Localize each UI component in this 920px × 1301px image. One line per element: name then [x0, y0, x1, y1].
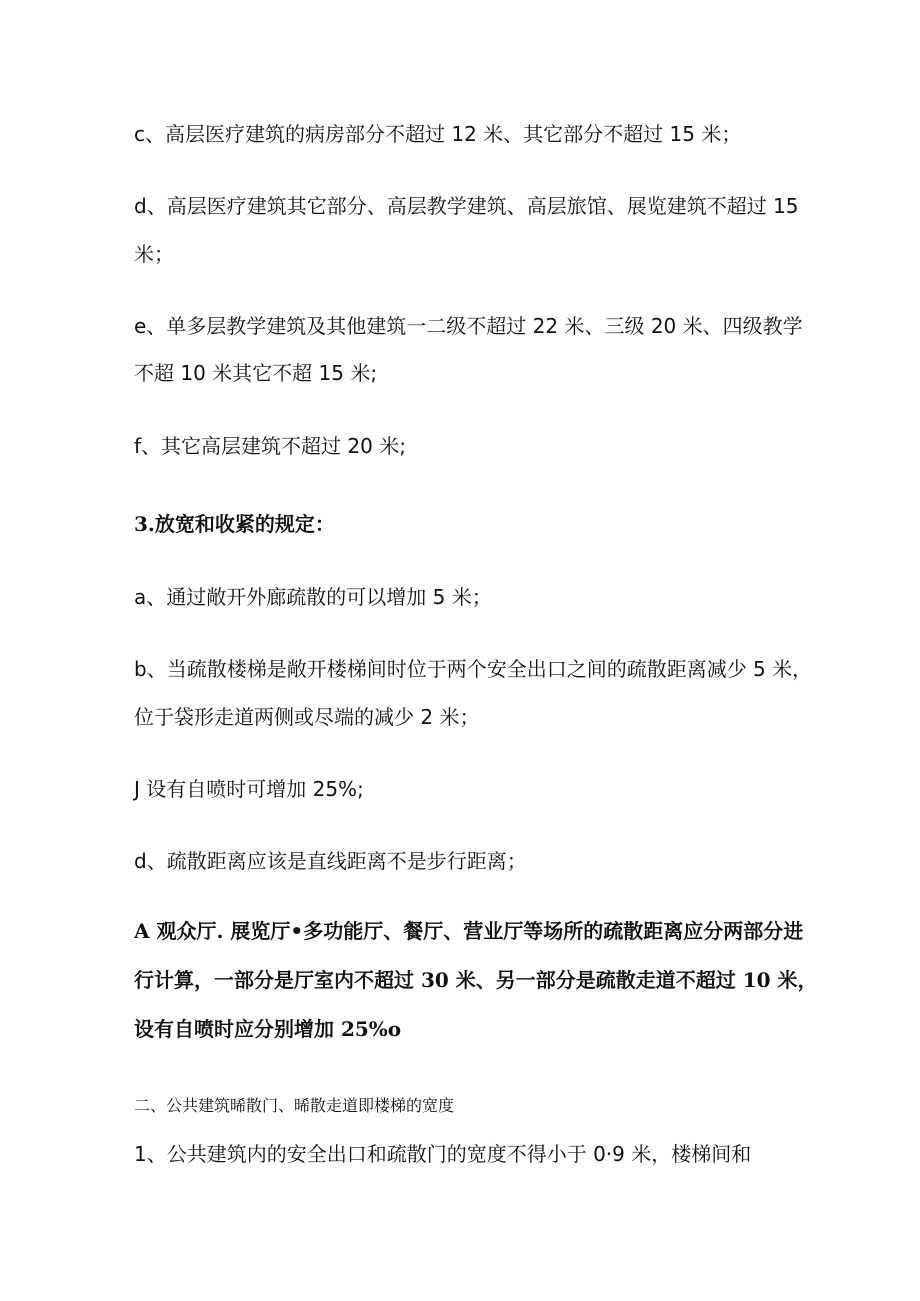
bold-paragraph-line-3: 设有自喷时应分别增加 25%o — [134, 1017, 402, 1041]
bold-paragraph-line-1: A 观众厅. 展览厅•多功能厅、餐厅、营业厅等场所的疏散距离应分两部分进 — [134, 919, 804, 943]
text-line-e-cont: 不超 10 米其它不超 15 米; — [134, 361, 378, 385]
section-heading-3: 3.放宽和收紧的规定： — [134, 512, 335, 536]
text-line-1: 1、公共建筑内的安全出口和疏散门的宽度不得小于 0·9 米，楼梯间和 — [134, 1142, 752, 1166]
text-line-d-cont: 米； — [134, 242, 174, 266]
text-line-d: d、高层医疗建筑其它部分、高层教学建筑、高层旅馆、展览建筑不超过 15 — [134, 194, 799, 218]
text-line-b-cont: 位于袋形走道两侧或尽端的减少 2 米； — [134, 705, 480, 729]
text-line-e: e、单多层教学建筑及其他建筑一二级不超过 22 米、三级 20 米、四级教学 — [134, 314, 803, 338]
bold-paragraph-line-2: 行计算，一部分是厅室内不超过 30 米、另一部分是疏散走道不超过 10 米， — [134, 968, 818, 992]
section-heading-2: 二、公共建筑晞散门、晞散走道即楼梯的宽度 — [134, 1096, 455, 1115]
text-line-j: J 设有自喷时可增加 25%; — [134, 777, 364, 801]
text-line-c: c、高层医疗建筑的病房部分不超过 12 米、其它部分不超过 15 米； — [134, 122, 742, 146]
text-line-f: f、其它高层建筑不超过 20 米; — [134, 434, 406, 458]
text-line-a: a、通过敞开外廊疏散的可以增加 5 米； — [134, 585, 492, 609]
text-line-d2: d、疏散距离应该是直线距离不是步行距离； — [134, 849, 527, 873]
text-line-b: b、当疏散楼梯是敞开楼梯间时位于两个安全出口之间的疏散距离减少 5 米， — [134, 657, 813, 681]
